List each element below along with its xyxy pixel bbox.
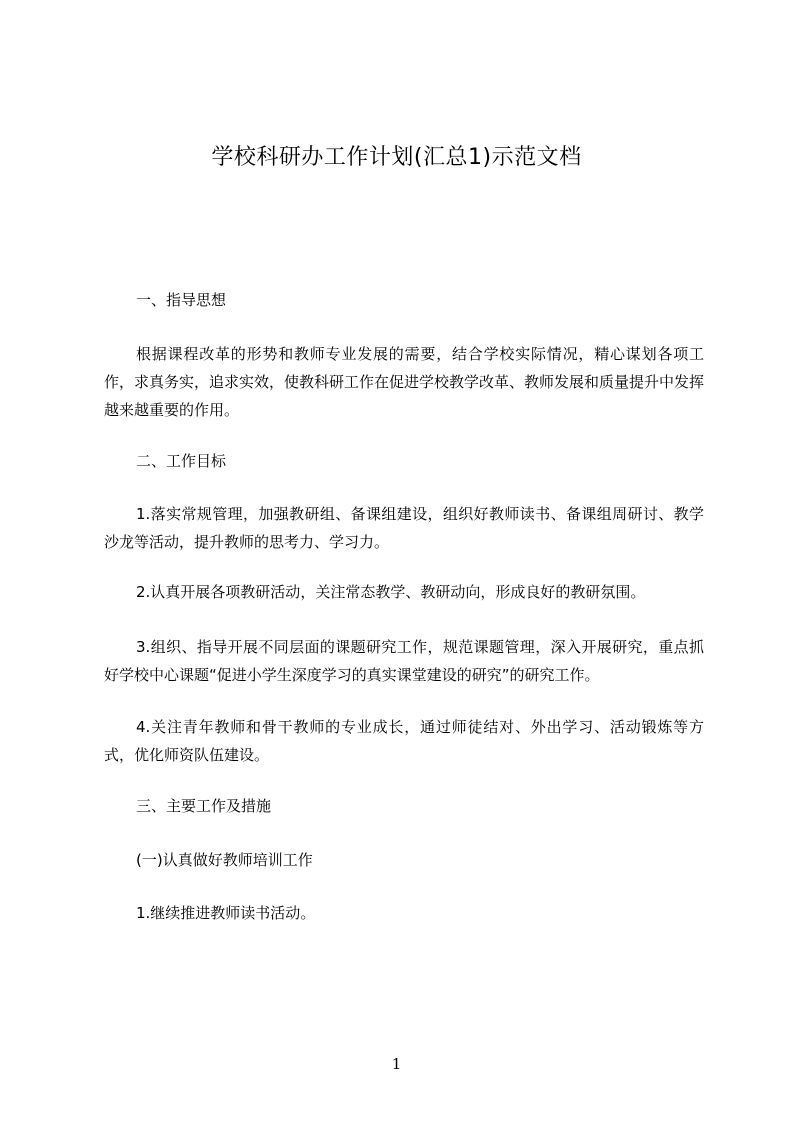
section-heading-guiding-ideology: 一、指导思想 (136, 291, 227, 309)
page-number: 1 (391, 1055, 402, 1073)
goal-item-1: 1.落实常规管理，加强教研组、备课组建设，组织好教师读书、备课组周研讨、教学沙龙等活动，提升教师的思考力、学习力。 (104, 505, 704, 551)
goal-item-3: 3.组织、指导开展不同层面的课题研究工作，规范课题管理，深入开展研究，重点抓好学校中心课题“促进小学生深度学习的真实课堂建设的研究”的研究工作。 (104, 638, 704, 684)
goal-item-4: 4.关注青年教师和骨干教师的专业成长，通过师徒结对、外出学习、活动锻炼等方式，优化师资队伍建设。 (104, 718, 704, 764)
section-heading-work-goals: 二、工作目标 (136, 452, 227, 470)
sub-heading-teacher-training: (一)认真做好教师培训工作 (136, 851, 313, 869)
goal-item-2: 2.认真开展各项教研活动，关注常态教学、教研动向，形成良好的教研氛围。 (136, 583, 646, 601)
section-heading-main-work: 三、主要工作及措施 (136, 797, 272, 815)
training-item-1: 1.继续推进教师读书活动。 (136, 904, 316, 922)
paragraph-guiding-ideology: 根据课程改革的形势和教师专业发展的需要，结合学校实际情况，精心谋划各项工作，求真务实，追求实效，使教科研工作在促进学校教学改革、教师发展和质量提升中发挥越来越重要的作用。 (104, 345, 705, 419)
document-title: 学校科研办工作计划(汇总1)示范文档 (211, 145, 582, 170)
